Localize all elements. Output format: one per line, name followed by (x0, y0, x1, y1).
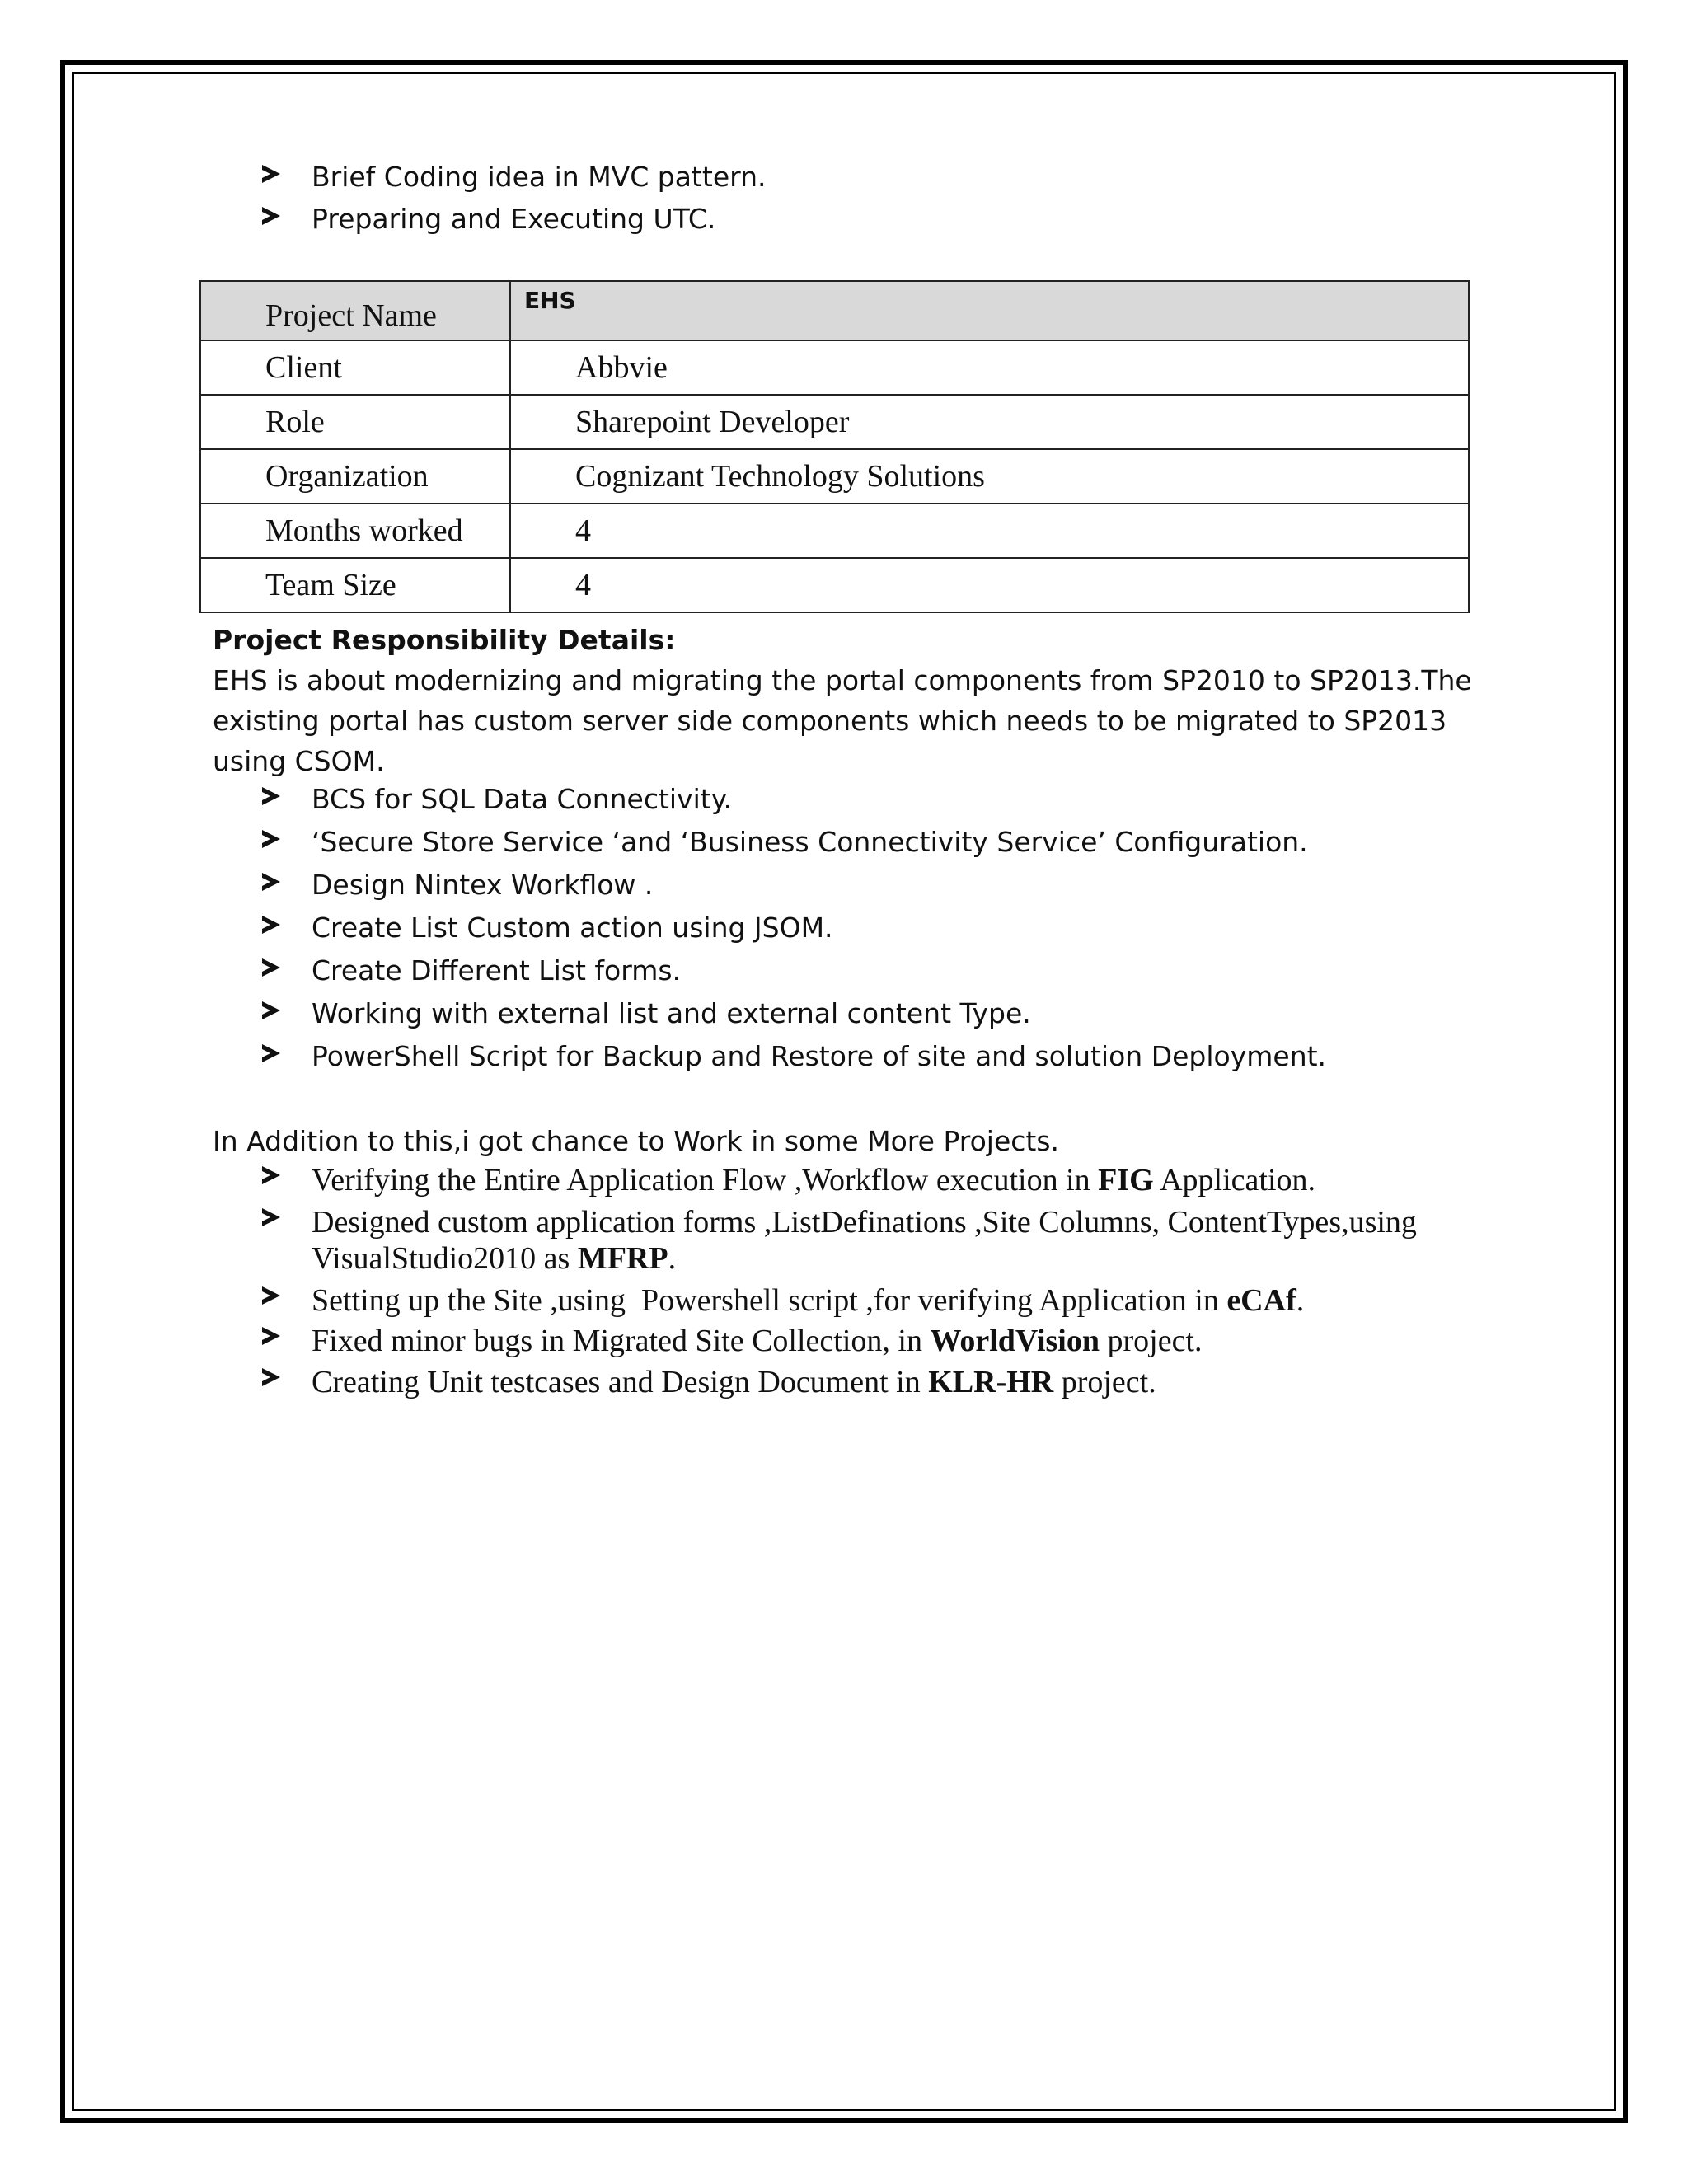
list-item: Brief Coding idea in MVC pattern. (312, 161, 767, 193)
project-name-value: EHS (510, 281, 1469, 340)
arrow-bullet-icon (262, 1323, 287, 1352)
table-key-cell: Client (200, 340, 510, 395)
table-key-cell: Organization (200, 449, 510, 504)
arrow-bullet-icon (262, 826, 287, 855)
description-line: using CSOM. (213, 745, 385, 777)
project-name: eCAf (1226, 1283, 1296, 1318)
section-heading: Project Responsibility Details: (213, 624, 676, 656)
project-name: WorldVision (930, 1324, 1100, 1358)
list-item: BCS for SQL Data Connectivity. (312, 783, 732, 815)
table-value-cell: Abbvie (510, 340, 1469, 395)
arrow-bullet-icon (262, 1162, 287, 1191)
table-value-cell: 4 (510, 558, 1469, 612)
arrow-bullet-icon (262, 783, 287, 812)
list-item-continuation: VisualStudio2010 as MFRP . (312, 1241, 677, 1276)
list-item: Create Different List forms. (312, 954, 681, 987)
arrow-bullet-icon (262, 1364, 287, 1393)
description-line: EHS is about modernizing and migrating the portal components from SP2010 to SP2013.The (213, 664, 1472, 696)
table-value-cell: Cognizant Technology Solutions (510, 449, 1469, 504)
table-key-cell: Months worked (200, 504, 510, 558)
arrow-bullet-icon (262, 912, 287, 940)
project-name: KLR-HR (928, 1365, 1054, 1399)
table-key-cell: Project Name (200, 281, 510, 340)
list-item: Designed custom application forms ,ListDefinations ,Site Columns, ContentTypes,using (312, 1204, 1417, 1240)
list-item: ‘Secure Store Service ‘and ‘Business Connectivity Service’ Configuration. (312, 826, 1308, 858)
table-row (200, 340, 1469, 395)
list-item: Create List Custom action using JSOM. (312, 912, 833, 944)
project-table (199, 280, 1470, 613)
description-line: existing portal has custom server side components which needs to be migrated to SP2013 (213, 705, 1447, 737)
arrow-bullet-icon (262, 161, 287, 190)
list-item: Creating Unit testcases and Design Document in KLR-HR project. (312, 1364, 1156, 1400)
list-item: Setting up the Site ,using Powershell script ,for verifying Application in eCAf . (312, 1282, 1304, 1319)
arrow-bullet-icon (262, 1040, 287, 1069)
arrow-bullet-icon (262, 203, 287, 232)
table-value-cell: Sharepoint Developer (510, 395, 1469, 449)
list-item: Working with external list and external content Type. (312, 997, 1031, 1029)
additional-intro: In Addition to this,i got chance to Work in some More Projects. (213, 1125, 1060, 1157)
table-key-cell: Team Size (200, 558, 510, 612)
table-row (200, 504, 1469, 558)
list-item: Verifying the Entire Application Flow ,Workflow execution in FIG Application. (312, 1162, 1315, 1198)
list-item: PowerShell Script for Backup and Restore of site and solution Deployment. (312, 1040, 1326, 1072)
arrow-bullet-icon (262, 869, 287, 898)
list-item: Fixed minor bugs in Migrated Site Collection, in WorldVision project. (312, 1323, 1203, 1359)
table-row (200, 395, 1469, 449)
table-row (200, 449, 1469, 504)
arrow-bullet-icon (262, 1204, 287, 1233)
table-value-cell: 4 (510, 504, 1469, 558)
project-name: FIG (1098, 1163, 1154, 1197)
table-row (200, 558, 1469, 612)
project-name: MFRP (577, 1241, 668, 1276)
arrow-bullet-icon (262, 954, 287, 983)
arrow-bullet-icon (262, 997, 287, 1026)
list-item: Design Nintex Workflow . (312, 869, 653, 901)
table-row (200, 281, 1469, 340)
table-key-cell: Role (200, 395, 510, 449)
list-item: Preparing and Executing UTC. (312, 203, 715, 235)
arrow-bullet-icon (262, 1282, 287, 1311)
